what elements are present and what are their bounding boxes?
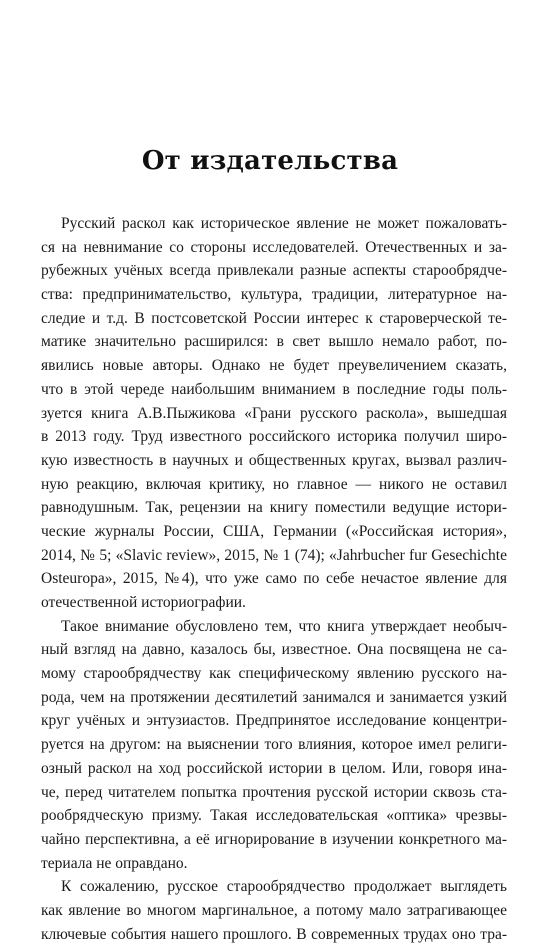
- paragraph: [41, 615, 507, 876]
- text-line: отечественной историографии.: [41, 594, 246, 611]
- text-line: озный раскол на ход российской истории в целом. Или, говоря ина-: [41, 759, 507, 777]
- text-line: круг учёных и энтузиастов. Предпринятое исследование концентри-: [41, 712, 507, 730]
- paragraph: [41, 875, 507, 946]
- text-line: чайно перспективна, а её игнорирование в изучении конкретного ма-: [41, 830, 507, 848]
- text-line: явились новые авторы. Однако не будет преувеличением сказать,: [41, 357, 507, 375]
- text-line: как явление во многом маргинальное, а потому мало затрагивающее: [41, 901, 507, 919]
- text-line: руется на другом: на выяснении того влияния, которое имел религи-: [41, 736, 507, 754]
- paragraph: [41, 212, 507, 615]
- text-line: зуется книга А.В.Пыжикова «Грани русского раскола», вышедшая: [41, 404, 507, 422]
- page-title: От издательства: [141, 146, 399, 176]
- text-line: Osteuropa», 2015, №4), что уже само по себе нечастое явление для: [41, 570, 507, 588]
- text-line: равнодушным. Так, рецензии на книгу поместили ведущие истори-: [41, 499, 507, 517]
- text-line: Такое внимание обусловлено тем, что книга утверждает необыч-: [61, 617, 507, 635]
- body-text: [41, 212, 507, 946]
- text-line: матике значительно расширился: в свет вышло немало работ, по-: [41, 333, 507, 351]
- text-line: рубежных учёных всегда привлекали разные аспекты старообрядче-: [41, 262, 507, 280]
- text-line: териала не оправдано.: [41, 854, 188, 872]
- text-line: в 2013 году. Труд известного российского историка получил широ-: [41, 428, 507, 446]
- text-line: К сожалению, русское старообрядчество продолжает выглядеть: [61, 878, 507, 896]
- text-line: ства: предпринимательство, культура, традиции, литературное на-: [41, 286, 507, 304]
- text-line: 2014, № 5; «Slavic review», 2015, № 1 (74); «Jahrbucher fur Gesechichte: [41, 546, 507, 564]
- text-line: мому старообрядчеству как специфическому явлению русского на-: [41, 665, 507, 683]
- text-line: рообрядческую призму. Такая исследовательская «оптика» чрезвы-: [41, 807, 507, 825]
- text-line: ключевые события нашего прошлого. В современных трудах оно тра-: [41, 925, 507, 943]
- text-line: ный взгляд на давно, казалось бы, известное. Она посвящена не са-: [41, 641, 507, 659]
- text-line: ческие журналы России, США, Германии («Российская история»,: [41, 522, 507, 540]
- text-line: Русский раскол как историческое явление не может пожаловать-: [61, 215, 507, 232]
- text-line: че, перед читателем попытка прочтения русской истории сквозь ста-: [41, 783, 507, 801]
- text-line: что в этой череде наибольшим вниманием в последние годы поль-: [41, 380, 507, 398]
- text-line: следие и т.д. В постсоветской России интерес к староверческой те-: [41, 309, 507, 327]
- text-line: рода, чем на протяжении десятилетий занимался и занимается узкий: [41, 688, 507, 706]
- text-line: ную реакцию, включая критику, но главное — никого не оставил: [41, 475, 507, 493]
- text-line: кую известность в научных и общественных кругах, вызвал различ-: [41, 451, 507, 469]
- text-line: ся на невнимание со стороны исследователей. Отечественных и за-: [41, 238, 507, 256]
